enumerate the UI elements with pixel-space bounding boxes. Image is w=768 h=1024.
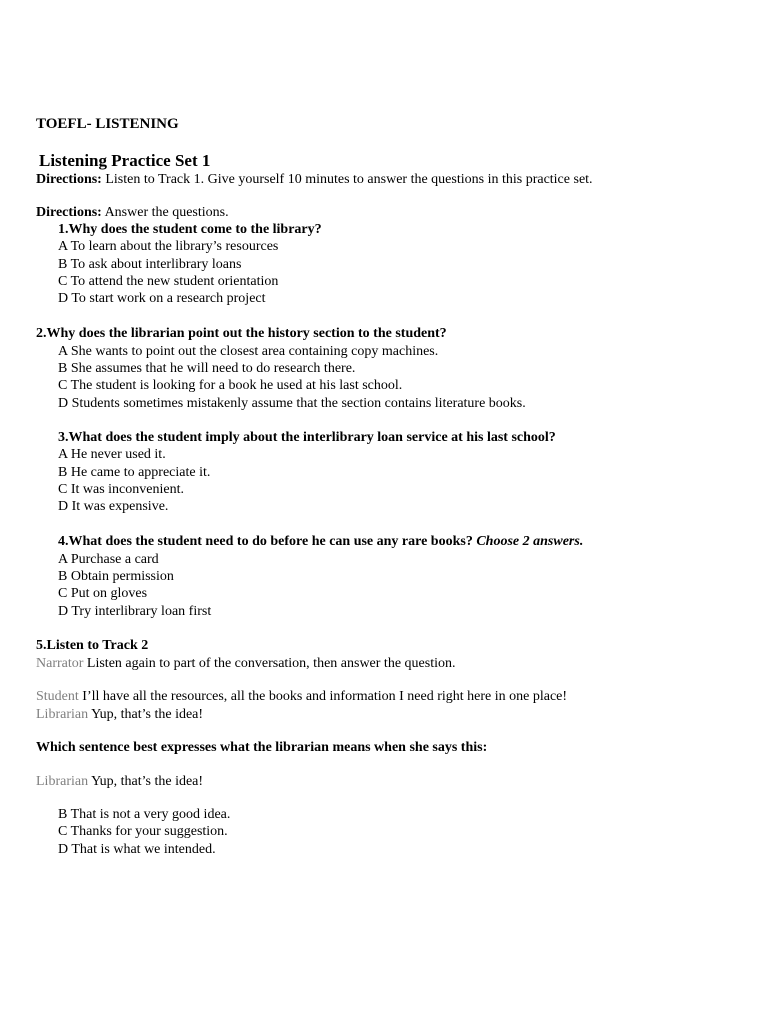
directions-label: Directions: (36, 172, 102, 187)
directions-text: Answer the questions. (101, 205, 229, 220)
librarian-line (36, 706, 203, 723)
q4-option-b: B Obtain permission (58, 569, 174, 584)
directions-label: Directions: (36, 205, 102, 220)
q4-option-d: D Try interlibrary loan first (58, 604, 212, 619)
question-4-text: 4.What does the student need to do before he can use any rare books? (58, 534, 473, 549)
speaker-label: Librarian (36, 774, 89, 789)
q4-option-a: A Purchase a card (58, 552, 159, 567)
dialogue-text: Listen again to part of the conversation, then answer the question. (83, 656, 456, 671)
question-1: 1.Why does the student come to the library? (58, 222, 322, 237)
directions-track1 (36, 171, 593, 188)
question-5-heading: 5.Listen to Track 2 (36, 638, 149, 653)
set-title: Listening Practice Set 1 (39, 151, 211, 170)
q1-option-c: C To attend the new student orientation (58, 274, 279, 289)
q3-option-c: C It was inconvenient. (58, 482, 184, 497)
question-2: 2.Why does the librarian point out the history section to the student? (36, 326, 447, 341)
question-4-note: Choose 2 answers. (476, 534, 584, 549)
dialogue-text: Yup, that’s the idea! (88, 774, 204, 789)
q5-option-d: D That is what we intended. (58, 842, 216, 857)
speaker-label: Student (36, 689, 79, 704)
question-4 (58, 533, 583, 550)
q1-option-b: B To ask about interlibrary loans (58, 257, 242, 272)
speaker-label: Librarian (36, 707, 89, 722)
q2-option-d: D Students sometimes mistakenly assume that the section contains literature books. (58, 396, 526, 411)
student-line (36, 688, 567, 705)
speaker-label: Narrator (36, 656, 84, 671)
q2-option-b: B She assumes that he will need to do research there. (58, 361, 356, 376)
directions-text: Listen to Track 1. Give yourself 10 minutes to answer the questions in this practice set. (101, 172, 593, 187)
q2-option-a: A She wants to point out the closest area containing copy machines. (58, 344, 439, 359)
q4-option-c: C Put on gloves (58, 586, 148, 601)
q2-option-c: C The student is looking for a book he used at his last school. (58, 378, 403, 393)
q5-option-c: C Thanks for your suggestion. (58, 824, 228, 839)
q1-option-d: D To start work on a research project (58, 291, 266, 306)
librarian-repeat-line (36, 773, 203, 790)
q5-option-b: B That is not a very good idea. (58, 807, 231, 822)
document-title: TOEFL- LISTENING (36, 116, 179, 132)
q3-option-b: B He came to appreciate it. (58, 465, 211, 480)
q1-option-a: A To learn about the library’s resources (58, 239, 279, 254)
q3-option-a: A He never used it. (58, 447, 166, 462)
directions-answer (36, 204, 229, 221)
dialogue-text: Yup, that’s the idea! (88, 707, 204, 722)
q3-option-d: D It was expensive. (58, 499, 169, 514)
question-5: Which sentence best expresses what the librarian means when she says this: (36, 740, 488, 755)
question-3: 3.What does the student imply about the interlibrary loan service at his last school? (58, 430, 556, 445)
narrator-line (36, 655, 455, 672)
dialogue-text: I’ll have all the resources, all the books and information I need right here in one place! (78, 689, 568, 704)
